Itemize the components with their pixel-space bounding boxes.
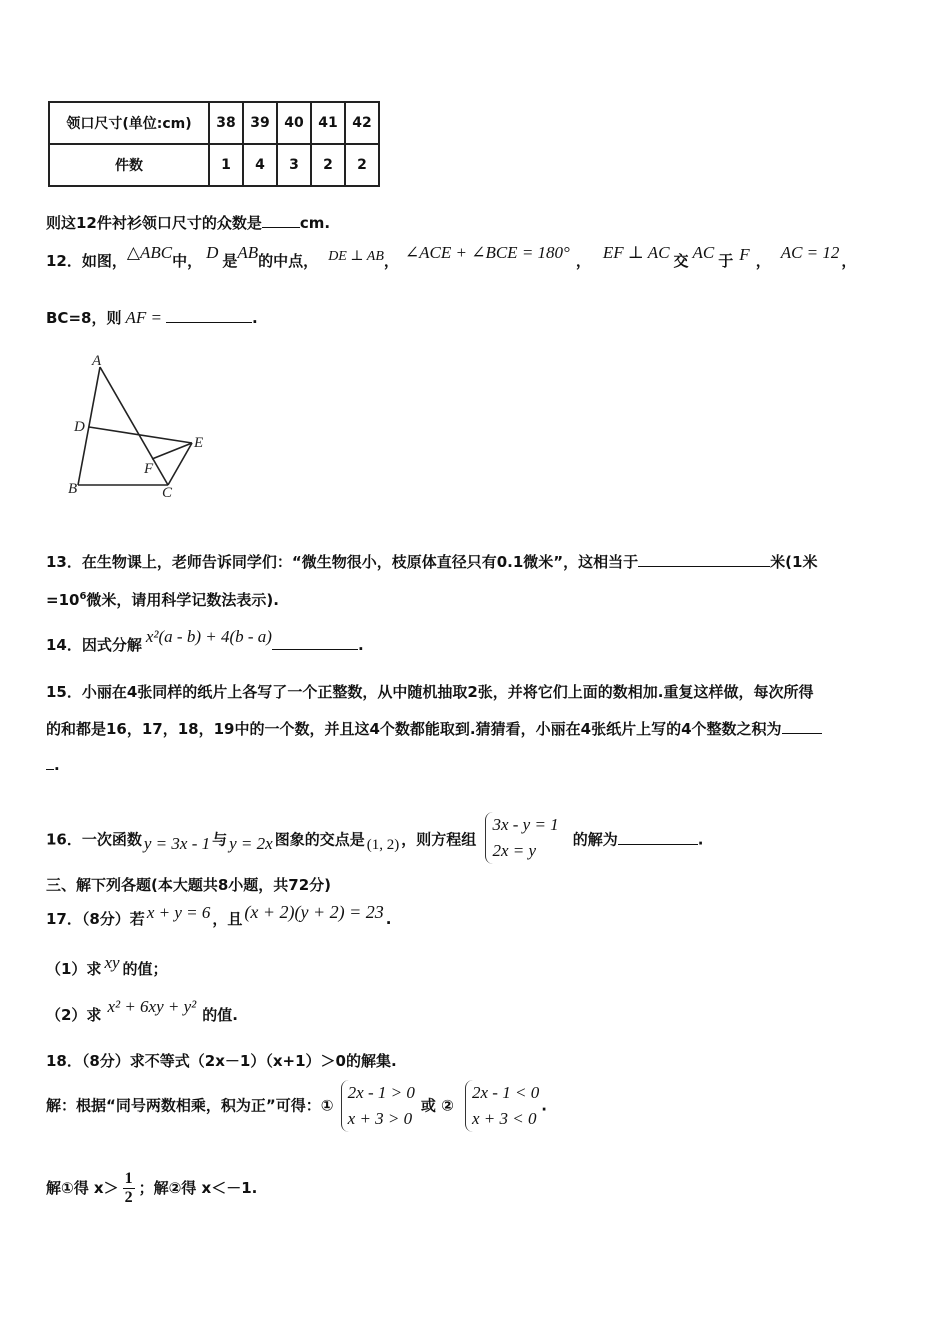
segment-de bbox=[89, 427, 192, 443]
q18-text: 解：根据“同号两数相乘，积为正”可得：① bbox=[46, 1096, 334, 1115]
math-ac: AC bbox=[692, 243, 715, 262]
q18-s2-line2: x + 3 < 0 bbox=[472, 1109, 537, 1128]
q12-text: 交 bbox=[673, 252, 689, 270]
math-af: AF = bbox=[125, 308, 162, 327]
q17-text: 的值. bbox=[202, 1006, 238, 1024]
math-d: D bbox=[206, 243, 219, 262]
q11-unit: cm. bbox=[299, 214, 331, 232]
math-ac-12: AC = 12 bbox=[780, 243, 840, 262]
q18-text: 或 ② bbox=[420, 1096, 454, 1115]
answer-blank bbox=[618, 844, 698, 845]
q18-system-2 bbox=[465, 1080, 539, 1132]
table-cell: 3 bbox=[277, 144, 311, 186]
q17-part-2 bbox=[46, 997, 238, 1025]
answer-blank bbox=[638, 566, 770, 567]
q17-text: ，且 bbox=[212, 910, 243, 928]
q13-line1 bbox=[46, 551, 817, 572]
q12-text: BC=8，则 bbox=[46, 309, 122, 327]
q12-end: . bbox=[251, 309, 258, 327]
answer-blank bbox=[262, 227, 300, 228]
fraction-one-half bbox=[123, 1170, 135, 1207]
label-a: A bbox=[92, 355, 102, 369]
math-ef-perp-ac: EF ⊥ AC bbox=[602, 243, 670, 262]
table-cell: 40 bbox=[277, 102, 311, 144]
q17-text: 的值； bbox=[122, 960, 168, 978]
q12-number: 12． bbox=[46, 252, 82, 270]
q12-sep: ， bbox=[575, 252, 591, 270]
q18-system-1 bbox=[341, 1080, 415, 1132]
q13-text: 米(1米 bbox=[770, 553, 818, 571]
segment-fe bbox=[152, 443, 192, 459]
q18-solution bbox=[46, 1080, 547, 1132]
q18-s2-line1: 2x - 1 < 0 bbox=[472, 1083, 540, 1102]
answer-blank bbox=[782, 733, 822, 734]
answer-blank bbox=[46, 769, 54, 770]
q17-text: 17．（8分）若 bbox=[46, 910, 145, 928]
table-header-label: 领口尺寸(单位:cm) bbox=[49, 102, 209, 144]
q13-line2 bbox=[46, 589, 279, 610]
q16-point: (1, 2) bbox=[366, 836, 400, 853]
q15-line1: 15．小丽在4张同样的纸片上各写了一个正整数，从中随机抽取2张，并将它们上面的数相加.重复这样做，每次所得 bbox=[46, 683, 814, 701]
q11-text: 则这12件衬衫领口尺寸的众数是 bbox=[46, 214, 262, 232]
q16 bbox=[46, 814, 703, 866]
q18-s1-line2: x + 3 > 0 bbox=[347, 1109, 413, 1128]
q14 bbox=[46, 627, 364, 655]
q17-expression: x² + 6xy + y² bbox=[107, 997, 197, 1016]
math-ab: AB bbox=[237, 243, 259, 262]
q15-line2 bbox=[46, 718, 822, 739]
q13-text: =10 bbox=[46, 591, 80, 609]
table-cell: 2 bbox=[345, 144, 379, 186]
table-cell: 39 bbox=[243, 102, 277, 144]
section-3-title: 三、解下列各题(本大题共8小题，共72分) bbox=[46, 876, 332, 894]
size-frequency-table bbox=[48, 101, 380, 187]
q18-s1-line1: 2x - 1 > 0 bbox=[347, 1083, 415, 1102]
q12-text: 是 bbox=[222, 252, 238, 270]
q12-line1 bbox=[46, 243, 857, 271]
q18-title: 18．（8分）求不等式（2x－1）（x+1）＞0的解集. bbox=[46, 1052, 397, 1070]
q16-end: . bbox=[697, 830, 704, 849]
q16-text: 的解为 bbox=[572, 830, 618, 849]
answer-blank bbox=[166, 322, 252, 323]
q12-line2 bbox=[46, 307, 258, 328]
table-cell: 4 bbox=[243, 144, 277, 186]
q12-text: 中， bbox=[172, 252, 203, 270]
q16-eq2: 2x = y bbox=[492, 841, 537, 860]
q14-text: 14．因式分解 bbox=[46, 636, 142, 654]
q18-text: 解①得 x＞ bbox=[46, 1179, 119, 1197]
math-de-perp-ab: DE ⊥ AB bbox=[328, 249, 384, 264]
q16-function-2: y = 2x bbox=[229, 833, 273, 853]
table-row bbox=[49, 144, 379, 186]
q16-text: 16．一次函数 bbox=[46, 830, 142, 849]
q18-end: . bbox=[541, 1096, 547, 1115]
table-cell: 41 bbox=[311, 102, 345, 144]
q17-condition-2: (x + 2)(y + 2) = 23 bbox=[244, 902, 384, 922]
q15-line3 bbox=[46, 756, 60, 774]
answer-blank bbox=[272, 649, 358, 650]
q16-function-1: y = 3x - 1 bbox=[143, 833, 211, 853]
q16-text: 与 bbox=[212, 830, 228, 849]
q18-result bbox=[46, 1170, 257, 1207]
q12-text: 的中点， bbox=[258, 252, 319, 270]
q17-text: （1）求 bbox=[46, 960, 102, 978]
fraction-denominator: 2 bbox=[124, 1189, 133, 1206]
table-cell: 1 bbox=[209, 144, 243, 186]
q13-text: 13．在生物课上，老师告诉同学们：“微生物很小，枝原体直径只有0.1微米”，这相当于 bbox=[46, 553, 639, 571]
q17-part-1 bbox=[46, 953, 168, 979]
q18-text: ；解②得 x＜－1. bbox=[138, 1179, 258, 1197]
q16-text: ，则方程组 bbox=[401, 830, 477, 849]
segment-ce bbox=[168, 443, 192, 485]
table-cell: 42 bbox=[345, 102, 379, 144]
q13-text: 微米，请用科学记数法表示). bbox=[86, 591, 279, 609]
q17-text: （2）求 bbox=[46, 1006, 102, 1024]
label-f: F bbox=[144, 461, 154, 477]
q16-text: 图象的交点是 bbox=[274, 830, 365, 849]
math-triangle-abc: △ABC bbox=[126, 243, 173, 262]
math-f: F bbox=[739, 245, 750, 264]
segment-ac bbox=[100, 367, 168, 485]
table-cell: 38 bbox=[209, 102, 243, 144]
label-b: B bbox=[68, 481, 78, 497]
q17 bbox=[46, 902, 392, 929]
label-d: D bbox=[74, 419, 85, 435]
q12-sep: ， bbox=[383, 252, 399, 270]
q12-sep: ， bbox=[755, 252, 771, 270]
q15-text: 的和都是16，17，18，19中的一个数，并且这4个数都能取到.猜猜看，小丽在4张纸片上写的4个整数之积为 bbox=[46, 720, 782, 738]
q12-sep: ， bbox=[841, 252, 857, 270]
q13-exponent: 6 bbox=[79, 591, 87, 602]
table-count-label: 件数 bbox=[49, 144, 209, 186]
q14-expression: x²(a - b) + 4(b - a) bbox=[145, 627, 272, 646]
fraction-numerator: 1 bbox=[124, 1170, 133, 1187]
math-angle-sum: ∠ACE + ∠BCE = 180° bbox=[404, 243, 570, 262]
table-cell: 2 bbox=[311, 144, 345, 186]
q17-condition-1: x + y = 6 bbox=[146, 903, 211, 922]
q12-text: 如图， bbox=[81, 252, 127, 270]
q12-text: 于 bbox=[718, 252, 734, 270]
q11-tail bbox=[46, 212, 330, 233]
q17-xy: xy bbox=[104, 953, 120, 972]
label-c: C bbox=[162, 485, 173, 501]
q16-equation-system bbox=[485, 812, 558, 864]
triangle-figure bbox=[60, 355, 220, 505]
q16-eq1: 3x - y = 1 bbox=[492, 815, 559, 834]
q14-end: . bbox=[357, 636, 364, 654]
q15-end: . bbox=[54, 756, 60, 774]
q17-end: . bbox=[385, 910, 392, 928]
table-row bbox=[49, 102, 379, 144]
label-e: E bbox=[194, 435, 204, 451]
